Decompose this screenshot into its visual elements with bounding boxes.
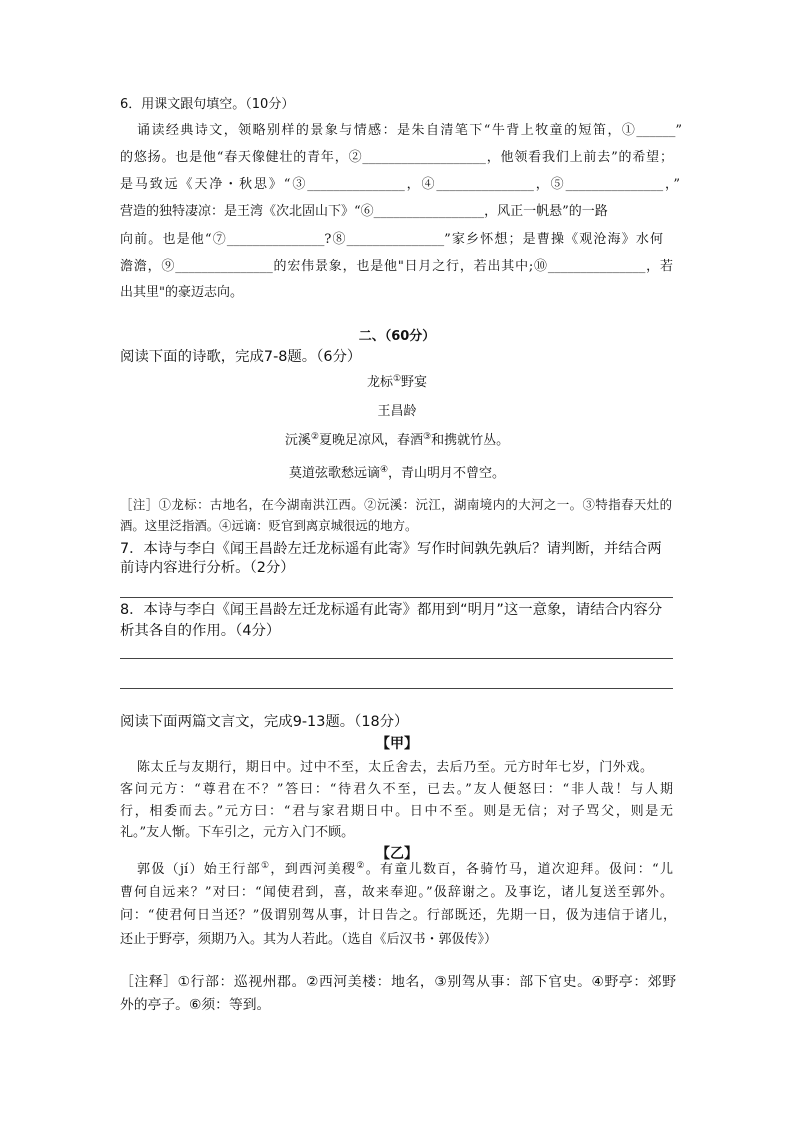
- q8-answer-line-2: [120, 688, 673, 689]
- poem-line-1-part-b: 夏晚足凉风，春酒: [318, 433, 423, 448]
- q6-line-7: 出其里"的豪迈志向。: [120, 285, 243, 300]
- poem-note-marker-2: ②: [310, 432, 319, 442]
- poem-title-after: 野宴: [401, 375, 428, 390]
- jia-line-4: 礼。”友人惭。下车引之，元方入门不顾。: [120, 825, 355, 840]
- poem-line-2: [0, 466, 794, 482]
- poem-notes-line-2: 酒。这里泛指酒。④远谪：贬官到离京城很远的地方。: [120, 518, 418, 533]
- q6-line-1: 诵读经典诗文，领略别样的景象与情感：是朱自清笔下“牛背上牧童的短笛，①______”: [137, 123, 682, 138]
- poem-note-marker-3: ③: [423, 432, 432, 442]
- jia-line-3: 行，相委而去。”元方曰：“君与家君期日中。日中不至。则是无信；对子骂父，则是无: [120, 804, 673, 819]
- poem-note-marker-4: ④: [379, 465, 389, 475]
- yi-line-1-part-a: 郭伋（jí）始王行部: [137, 862, 262, 877]
- q8-line-2: 析其各自的作用。（4分）: [120, 623, 281, 639]
- q6-line-6: 澹澹，⑨_______________的宏伟景象，也是他"日月之行，若出其中;⑩_______________，若: [120, 259, 673, 274]
- poem-line-1: [0, 433, 794, 449]
- poem-notes-line-1: ［注］①龙标：古地名，在今湖南洪江西。②沅溪：沅江，湖南境内的大河之一。③特指春天灶的: [120, 497, 672, 512]
- q8-line-1: 8．本诗与李白《闻王昌龄左迁龙标遥有此寄》都用到“明月”这一意象，请结合内容分: [120, 602, 663, 618]
- jia-label: 【甲】: [376, 736, 418, 752]
- poem-title-note-marker: ①: [392, 374, 402, 384]
- q7-line-2: 前诗内容进行分析。（2分）: [120, 560, 295, 576]
- poem-line-1-part-a: 沅溪: [284, 433, 311, 448]
- poem-intro: 阅读下面的诗歌，完成7-8题。（6分）: [120, 349, 362, 365]
- jia-line-2: 客问元方：“尊君在不？”答曰：“待君久不至，已去。”友人便怒曰：“非人哉！与人期: [120, 782, 673, 797]
- q8-answer-line-1: [120, 658, 673, 659]
- prose-intro: 阅读下面两篇文言文，完成9-13题。（18分）: [120, 714, 409, 730]
- yi-line-2: 曹何自远来？”对曰：“闻使君到，喜，故来奉迎。”伋辞谢之。及事讫，诸儿复送至郭外。: [120, 885, 673, 900]
- yi-line-1-part-b: ，到西河美稷: [270, 862, 357, 877]
- jia-line-1: 陈太丘与友期行，期日中。过中不至，太丘舍去，去后乃至。元方时年七岁，门外戏。: [137, 760, 653, 775]
- q7-answer-line: [120, 597, 673, 598]
- yi-line-1: [137, 862, 673, 878]
- poem-line-2-part-a: 莫道弦歌愁远谪: [288, 466, 380, 481]
- q6-line-2: 的悠扬。也是他“春天像健壮的青年，②___________________，他领看我们上前去”的希望；: [120, 150, 673, 165]
- yi-line-4: 还止于野亭，须期乃入。其为人若此。（选自《后汉书・郭伋传》）: [120, 932, 498, 947]
- prose-notes-line-2: 外的亭子。⑥须：等到。: [120, 997, 271, 1013]
- yi-note-marker-1: ①: [261, 861, 271, 871]
- poem-line-2-part-b: ，青山明月不曾空。: [388, 466, 506, 481]
- yi-note-marker-2: ②: [356, 861, 366, 871]
- q6-line-3: 是马致远《天净・秋思》“③_______________，④_______________，⑤_______________，”: [120, 177, 680, 192]
- q7-line-1: 7．本诗与李白《闻王昌龄左迁龙标遥有此寄》写作时间孰先孰后？请判断，并结合两: [120, 541, 662, 557]
- poem-title-before: 龙标: [366, 375, 393, 390]
- prose-notes-line-1: ［注释］①行部：巡视州郡。②西河美楼：地名，③别驾从事：部下官史。④野亭：郊野: [120, 974, 676, 990]
- q6-title: 6．用课文跟句填空。（10分）: [120, 97, 295, 112]
- poem-title: [0, 375, 794, 391]
- q6-line-5: 向前。也是他“⑦_______________?⑧_______________”家乡怀想；是曹操《观沧海》水何: [120, 232, 663, 247]
- yi-line-3: 问：“使君何日当还？”伋谓别驾从事，计日告之。行部既还，先期一日，伋为违信于诸儿，: [120, 908, 676, 923]
- yi-label: 【乙】: [376, 846, 418, 862]
- poem-line-1-part-c: 和携就竹丛。: [431, 433, 510, 448]
- q6-line-4: 营造的独特凄凉：是王湾《次北固山下》“⑥_________________，风正一帆悬”的一路: [120, 204, 608, 219]
- section-heading: 二、（60分）: [358, 329, 436, 344]
- poem-author: 王昌龄: [377, 404, 417, 419]
- yi-line-1-part-c: 。有童儿数百，各骑竹马，道次迎拜。伋问：“儿: [365, 862, 673, 877]
